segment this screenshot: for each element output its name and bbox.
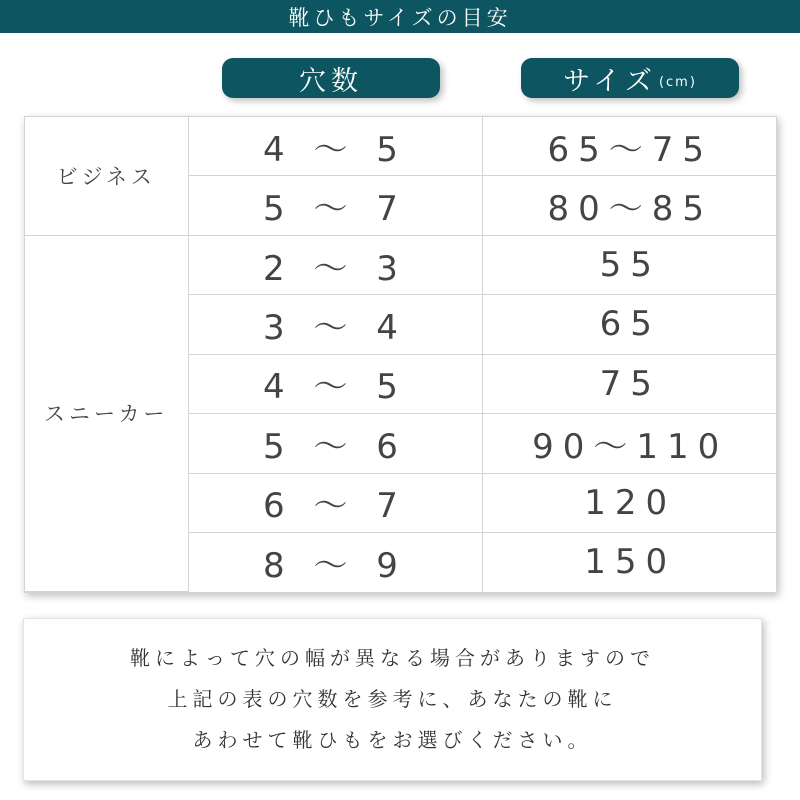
size-table-container [24, 116, 777, 593]
holes-cell: 2 ～ 3 [188, 235, 482, 294]
size-column-header [521, 58, 739, 98]
size-label: サイズ [563, 65, 657, 97]
note-line: あわせて靴ひもをお選びください。 [192, 728, 593, 752]
table-row [25, 117, 778, 176]
page-title: 靴ひもサイズの目安 [288, 5, 512, 30]
hole-count-label: 穴数 [299, 65, 363, 97]
holes-cell: 4 ～ 5 [188, 354, 482, 413]
size-cell: 90～110 [482, 414, 778, 473]
holes-cell: 5 ～ 6 [188, 414, 482, 473]
holes-cell: 6 ～ 7 [188, 473, 482, 532]
size-cell: 55 [482, 235, 778, 294]
size-cell: 75 [482, 354, 778, 413]
note-line: 靴によって穴の幅が異なる場合がありますので [130, 646, 655, 670]
hole-count-column-header [222, 58, 440, 98]
size-cell: 65～75 [482, 117, 778, 176]
note-box [23, 618, 762, 781]
category-cell-business: ビジネス [25, 117, 188, 235]
category-cell-sneaker: スニーカー [25, 235, 188, 591]
holes-cell: 4 ～ 5 [188, 117, 482, 176]
size-cell: 65 [482, 295, 778, 354]
note-line: 上記の表の穴数を参考に、あなたの靴に [167, 687, 618, 711]
size-cell: 150 [482, 533, 778, 592]
holes-cell: 5 ～ 7 [188, 176, 482, 235]
table-row [25, 235, 778, 294]
holes-cell: 8 ～ 9 [188, 533, 482, 592]
size-cell: 80～85 [482, 176, 778, 235]
size-unit: (cm) [658, 74, 697, 90]
page-title-bar [0, 0, 800, 33]
holes-cell: 3 ～ 4 [188, 295, 482, 354]
size-cell: 120 [482, 473, 778, 532]
size-table [25, 117, 778, 592]
